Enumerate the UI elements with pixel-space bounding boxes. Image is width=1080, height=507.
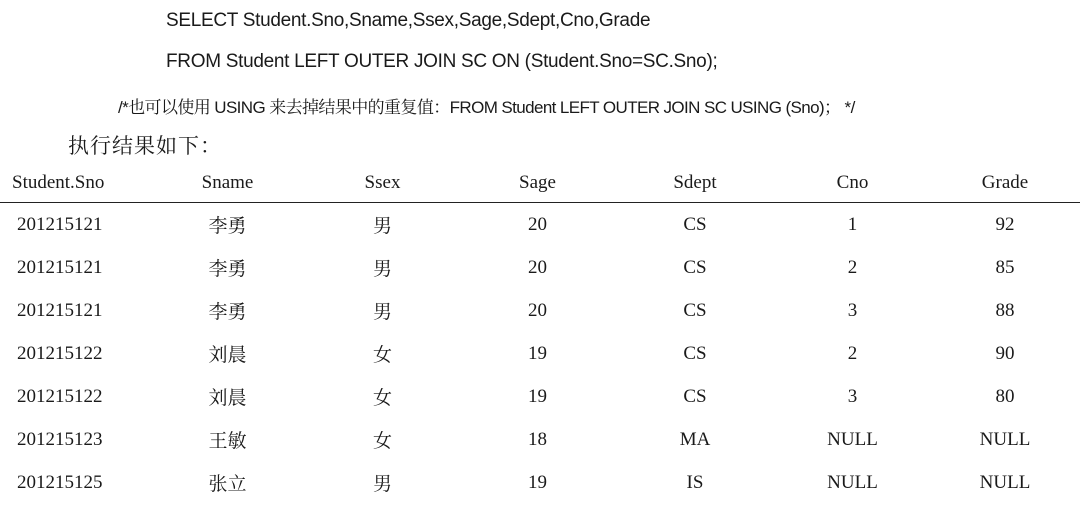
sql-from-line: FROM Student LEFT OUTER JOIN SC ON (Student.Sno=SC.Sno); (166, 51, 718, 72)
table-row (0, 461, 1080, 504)
cell-cno: 1 (847, 213, 858, 235)
column-header-grade: Grade (930, 164, 1080, 203)
cell-sname: 刘晨 (208, 387, 247, 409)
result-table (0, 164, 1080, 504)
cell-ssex: 男 (372, 215, 392, 237)
cell-sage: 18 (528, 428, 547, 450)
table-row (0, 375, 1080, 418)
table-row (0, 332, 1080, 375)
column-header-sage: Sage (460, 164, 615, 203)
cell-student-sno: 201215121 (17, 213, 103, 235)
cell-cno: 3 (847, 385, 858, 407)
cell-sdept: CS (683, 256, 707, 278)
cell-grade: NULL (979, 428, 1031, 450)
table-row (0, 246, 1080, 289)
column-header-ssex: Ssex (305, 164, 460, 203)
cell-student-sno: 201215121 (17, 256, 103, 278)
cell-sname: 刘晨 (208, 344, 247, 366)
cell-sdept: CS (683, 385, 707, 407)
cell-sname: 李勇 (208, 258, 247, 280)
cell-student-sno: 201215123 (17, 428, 103, 450)
cell-sage: 19 (528, 342, 547, 364)
cell-sdept: IS (686, 471, 704, 493)
cell-ssex: 女 (372, 430, 392, 452)
cell-ssex: 女 (372, 387, 392, 409)
sql-comment-line: /*也可以使用 USING 来去掉结果中的重复值：FROM Student LEFT OUTER JOIN SC USING (Sno)； */ (118, 98, 855, 117)
cell-grade: 80 (995, 385, 1015, 407)
table-row (0, 418, 1080, 461)
cell-grade: 90 (995, 342, 1015, 364)
sql-select-line: SELECT Student.Sno,Sname,Ssex,Sage,Sdept,Cno,Grade (166, 10, 651, 31)
cell-sage: 19 (528, 471, 547, 493)
cell-student-sno: 201215122 (17, 342, 103, 364)
cell-grade: 92 (995, 213, 1015, 235)
cell-ssex: 男 (372, 473, 392, 495)
column-header-sname: Sname (150, 164, 305, 203)
cell-sname: 李勇 (208, 301, 247, 323)
column-header-student-sno: Student.Sno (0, 164, 150, 203)
cell-student-sno: 201215121 (17, 299, 103, 321)
column-header-sdept: Sdept (615, 164, 775, 203)
cell-ssex: 女 (372, 344, 392, 366)
cell-ssex: 男 (372, 258, 392, 280)
cell-sname: 李勇 (208, 215, 247, 237)
cell-cno: 2 (847, 342, 858, 364)
cell-cno: 3 (847, 299, 858, 321)
cell-student-sno: 201215122 (17, 385, 103, 407)
cell-sdept: CS (683, 299, 707, 321)
cell-sage: 20 (528, 299, 547, 321)
cell-sage: 20 (528, 256, 547, 278)
header-row (0, 164, 1080, 203)
cell-student-sno: 201215125 (17, 471, 103, 493)
cell-cno: NULL (827, 471, 878, 493)
cell-ssex: 男 (372, 301, 392, 323)
cell-grade: NULL (979, 471, 1031, 493)
cell-sage: 20 (528, 213, 547, 235)
cell-sdept: CS (683, 213, 707, 235)
cell-sdept: CS (683, 342, 707, 364)
cell-cno: 2 (847, 256, 858, 278)
result-heading: 执行结果如下： (68, 134, 222, 158)
cell-sdept: MA (679, 428, 711, 450)
cell-cno: NULL (827, 428, 878, 450)
cell-sname: 张立 (208, 473, 247, 495)
column-header-cno: Cno (775, 164, 930, 203)
cell-sage: 19 (528, 385, 547, 407)
table-row (0, 289, 1080, 332)
cell-grade: 85 (995, 256, 1015, 278)
cell-grade: 88 (995, 299, 1015, 321)
table-row (0, 203, 1080, 247)
cell-sname: 王敏 (208, 430, 247, 452)
